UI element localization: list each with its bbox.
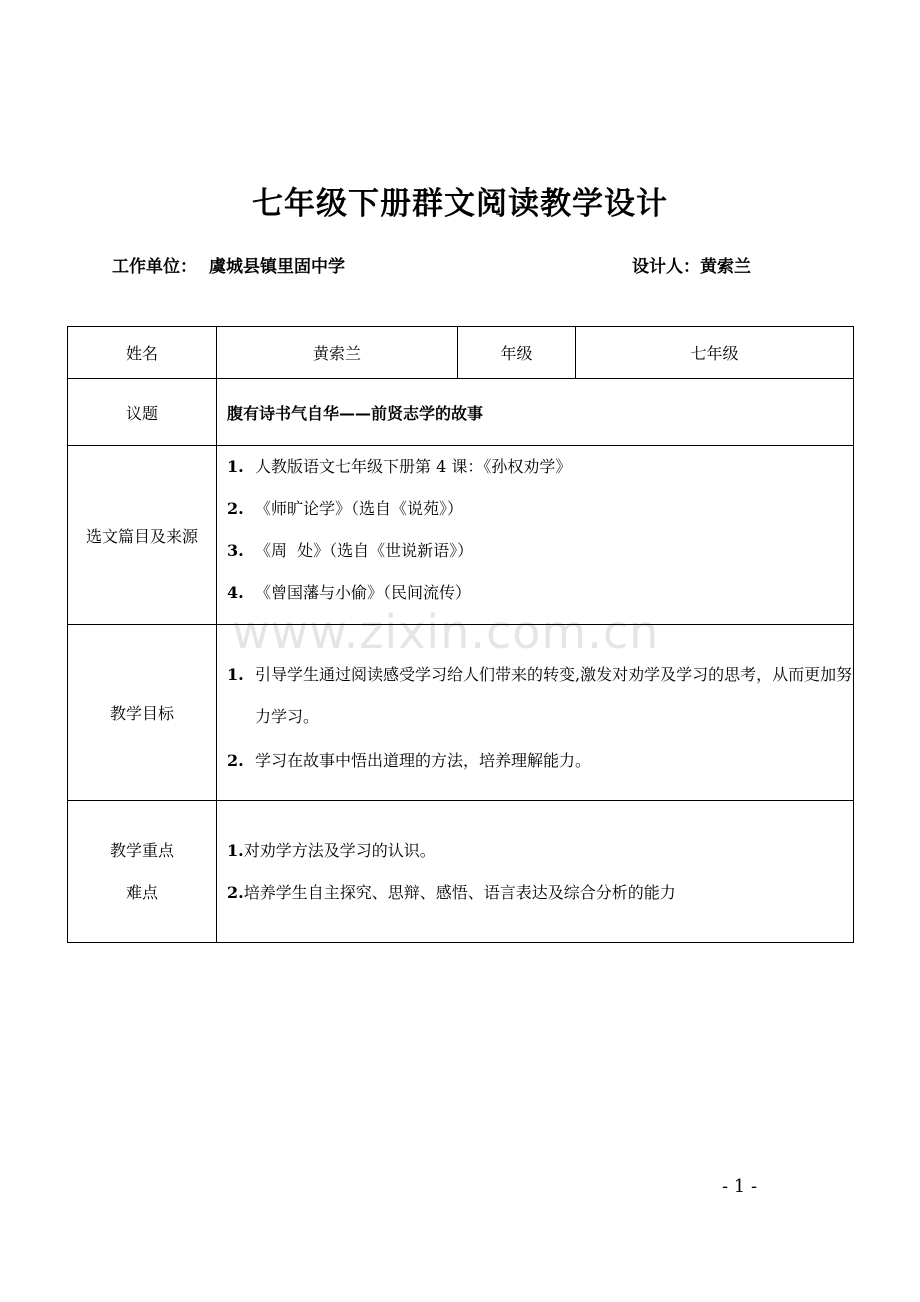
table-row [68, 446, 854, 625]
list-item: 2. 学习在故事中悟出道理的方法，培养理解能力。 [227, 750, 592, 770]
goals-cell [217, 625, 854, 801]
table-row [68, 379, 854, 446]
grade-label: 年级 [458, 327, 576, 379]
lesson-plan-table [67, 326, 854, 943]
table-row [68, 625, 854, 801]
work-unit [112, 252, 345, 277]
list-item: 4. 《曾国藩与小偷》（民间流传） [227, 583, 472, 602]
sources-cell [217, 446, 854, 625]
goals-label: 教学目标 [68, 625, 217, 801]
sources-label: 选文篇目及来源 [68, 446, 217, 625]
table-row [68, 327, 854, 379]
sources-list [217, 456, 853, 604]
topic-value: 腹有诗书气自华——前贤志学的故事 [227, 403, 484, 423]
grade-value: 七年级 [576, 327, 854, 379]
topic-cell [217, 379, 854, 446]
keys-label [68, 801, 217, 943]
watermark: www.zixin.com.cn [232, 605, 660, 659]
name-label: 姓名 [68, 327, 217, 379]
keys-cell [217, 801, 854, 943]
list-item: 1. 人教版语文七年级下册第 4 课：《孙权劝学》 [227, 457, 572, 476]
page-number: - 1 - [722, 1176, 758, 1197]
work-unit-value: 虞城县镇里固中学 [209, 257, 345, 277]
list-item: 1. 引导学生通过阅读感受学习给人们带来的转变,激发对劝学及学习的思考，从而更加努力学习。 [227, 664, 853, 726]
work-unit-label: 工作单位： [112, 257, 197, 277]
list-item: 3. 《周 处》（选自《世说新语》） [227, 541, 474, 560]
document-title: 七年级下册群文阅读教学设计 [252, 186, 668, 222]
topic-label: 议题 [68, 379, 217, 446]
goals-list [217, 654, 853, 772]
table-row [68, 801, 854, 943]
name-value: 黄索兰 [217, 327, 458, 379]
list-item: 2.培养学生自主探究、思辩、感悟、语言表达及综合分析的能力 [227, 882, 676, 902]
list-item: 2. 《师旷论学》（选自《说苑》） [227, 499, 464, 518]
designer: 设计人：黄索兰 [632, 257, 751, 277]
keys-label-line1: 教学重点 [109, 840, 174, 860]
list-item: 1.对劝学方法及学习的认识。 [227, 840, 436, 860]
keys-label-line2: 难点 [125, 882, 158, 902]
